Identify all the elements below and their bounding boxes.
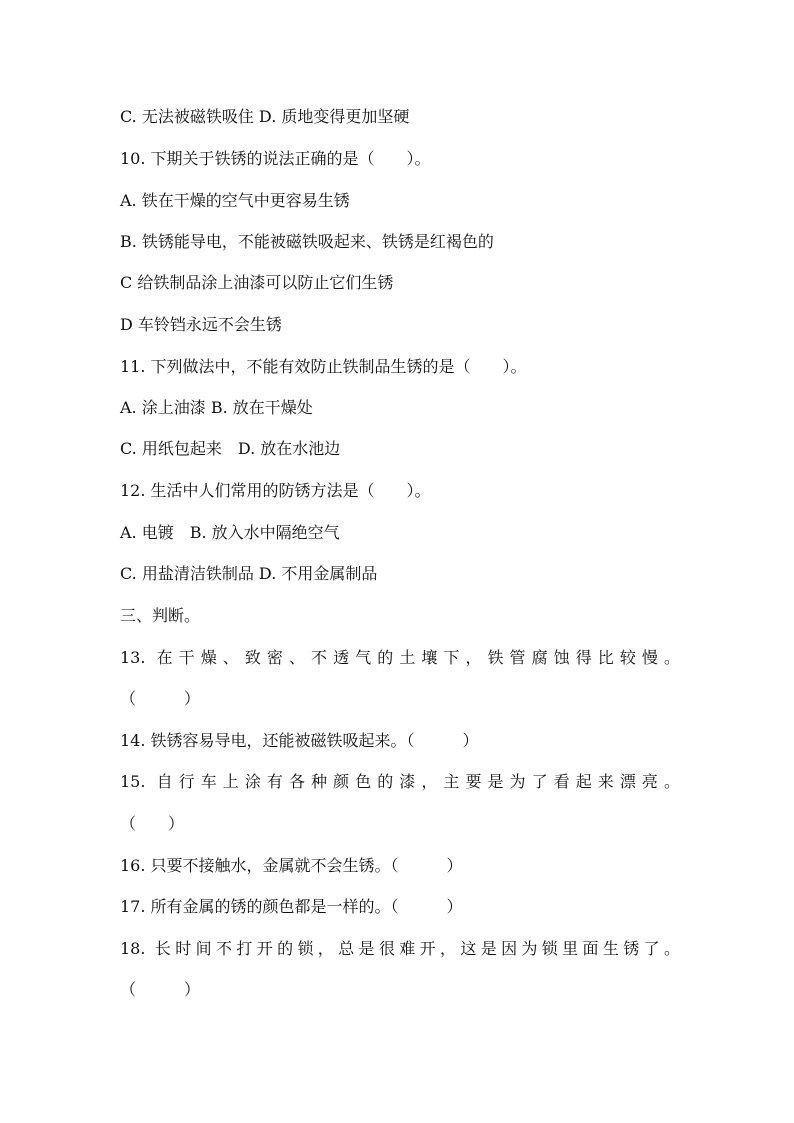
question-18: 18. 长时间不打开的锁，总是很难开，这是因为锁里面生锈了。	[120, 939, 680, 958]
option-10-d: D 车铃铛永远不会生锈	[120, 315, 282, 334]
question-11: 11. 下列做法中，不能有效防止铁制品生锈的是（ ）。	[120, 357, 527, 376]
answer-blank-15: （ ）	[120, 814, 185, 833]
option-10-c: C 给铁制品涂上油漆可以防止它们生锈	[120, 273, 394, 292]
section-heading-judgment: 三、判断。	[120, 606, 201, 625]
question-16: 16. 只要不接触水，金属就不会生锈。（ ）	[120, 856, 463, 875]
option-12-c-d: C. 用盐清洁铁制品 D. 不用金属制品	[120, 564, 378, 583]
option-10-b: B. 铁锈能导电，不能被磁铁吸起来、铁锈是红褐色的	[120, 232, 494, 251]
question-14: 14. 铁锈容易导电，还能被磁铁吸起来。（ ）	[120, 731, 479, 750]
answer-blank-13: （ ）	[120, 689, 201, 708]
option-11-c-d: C. 用纸包起来 D. 放在水池边	[120, 439, 341, 458]
question-10: 10. 下期关于铁锈的说法正确的是（ ）。	[120, 149, 431, 168]
option-11-a-b: A. 涂上油漆 B. 放在干燥处	[120, 398, 313, 417]
question-12: 12. 生活中人们常用的防锈方法是（ ）。	[120, 481, 431, 500]
option-12-a-b: A. 电镀 B. 放入水中隔绝空气	[120, 523, 340, 542]
option-10-a: A. 铁在干燥的空气中更容易生锈	[120, 191, 350, 210]
question-15: 15. 自行车上涂有各种颜色的漆，主要是为了看起来漂亮。	[120, 772, 680, 791]
question-17: 17. 所有金属的锈的颜色都是一样的。（ ）	[120, 897, 463, 916]
option-line-c-d: C. 无法被磁铁吸住 D. 质地变得更加坚硬	[120, 107, 410, 126]
question-13: 13. 在干燥、致密、不透气的土壤下，铁管腐蚀得比较慢。	[120, 648, 680, 667]
answer-blank-18: （ ）	[120, 980, 201, 999]
